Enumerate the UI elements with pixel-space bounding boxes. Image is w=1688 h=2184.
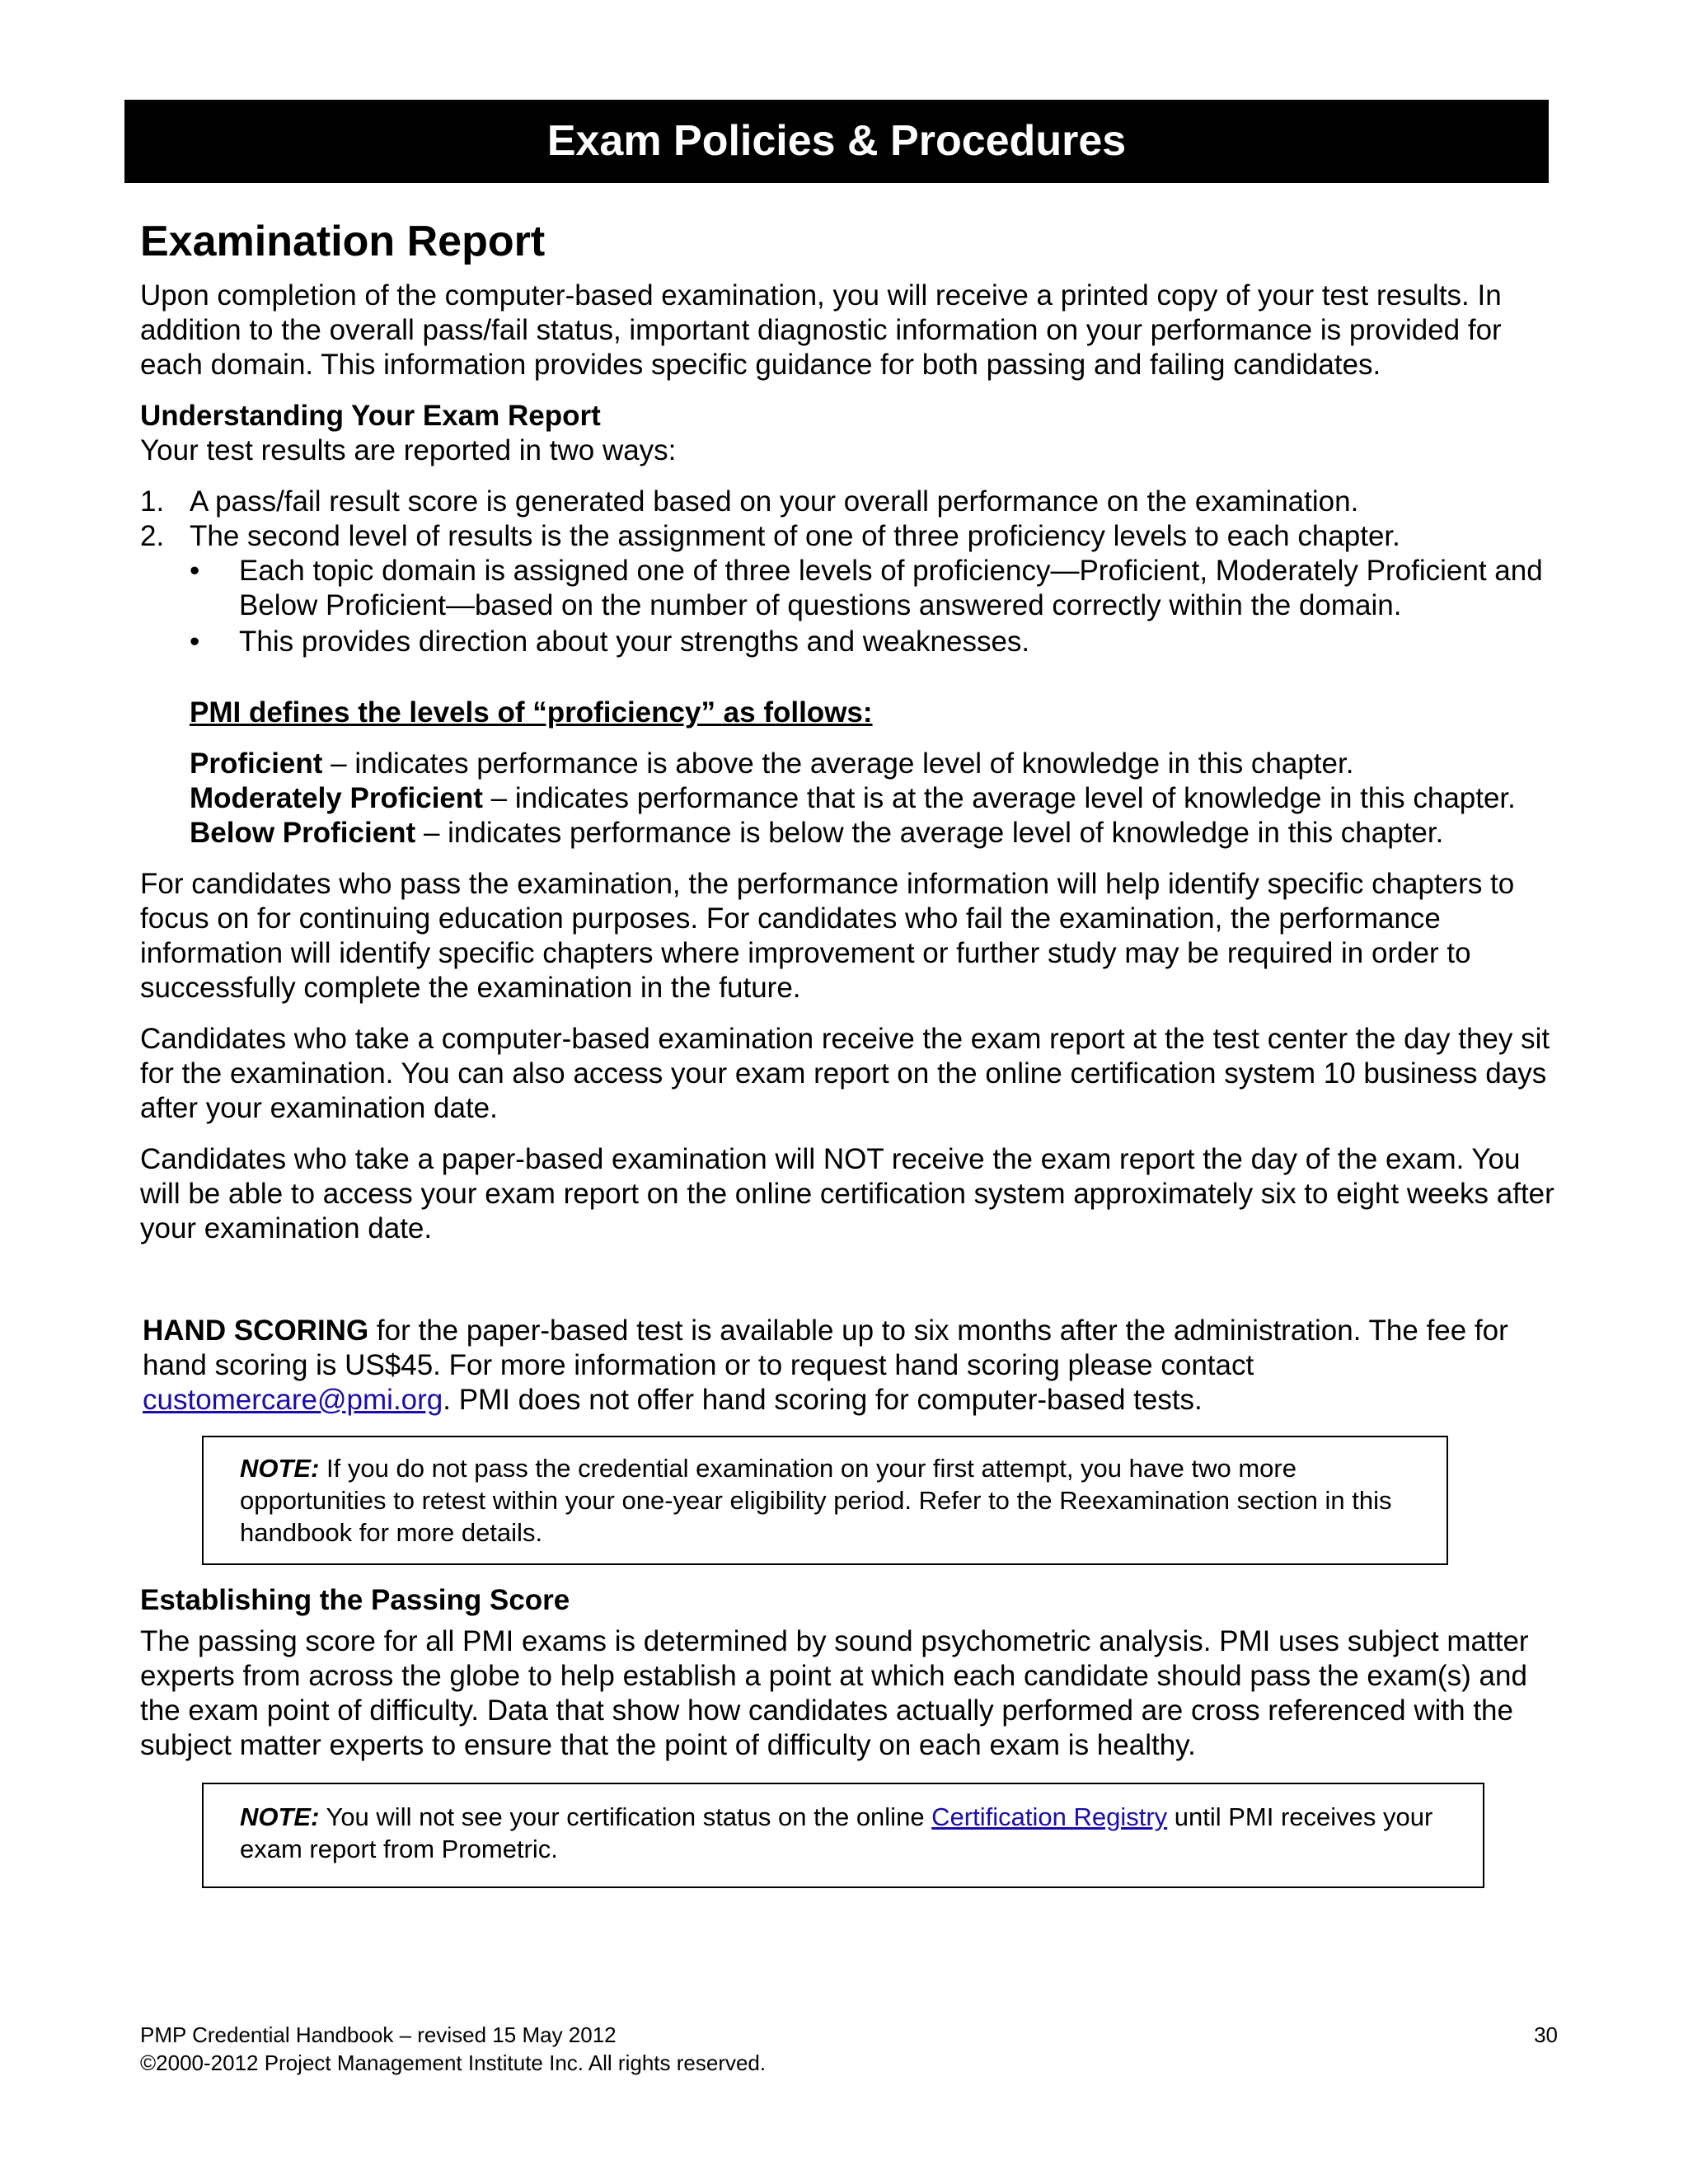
level-term: Proficient bbox=[190, 748, 323, 780]
bullet-icon: • bbox=[190, 555, 200, 587]
hand-scoring-text: for the paper-based test is available up to six months after the administration. The fee for hand scoring is US$45. For more information or to request hand scoring please contact bbox=[143, 1315, 1508, 1381]
bullet-item bbox=[190, 625, 1558, 659]
hand-scoring-text-end: . PMI does not offer hand scoring for computer-based tests. bbox=[443, 1384, 1203, 1416]
level-definition bbox=[190, 747, 1558, 781]
level-desc: – indicates performance is below the average level of knowledge in this chapter. bbox=[415, 817, 1444, 849]
page-footer bbox=[140, 2021, 1558, 2077]
registry-note-box bbox=[202, 1783, 1484, 1888]
footer-copyright: ©2000-2012 Project Management Institute Inc. All rights reserved. bbox=[140, 2050, 767, 2075]
bullet-text: This provides direction about your strengths and weaknesses. bbox=[239, 626, 1030, 658]
level-term: Below Proficient bbox=[190, 817, 416, 849]
numbered-list bbox=[140, 485, 1558, 554]
levels-heading: PMI defines the levels of “proficiency” as follows: bbox=[190, 696, 873, 729]
level-desc: – indicates performance that is at the average level of knowledge in this chapter. bbox=[482, 782, 1516, 814]
level-definition bbox=[190, 816, 1558, 851]
page-banner bbox=[124, 100, 1549, 183]
bullet-item bbox=[190, 554, 1558, 623]
proficiency-definitions bbox=[140, 696, 1558, 851]
understanding-text: Your test results are reported in two ways: bbox=[140, 434, 677, 466]
level-term: Moderately Proficient bbox=[190, 782, 483, 814]
understanding-heading: Understanding Your Exam Report bbox=[140, 400, 601, 432]
list-item-text: The second level of results is the assignment of one of three proficiency levels to each chapter. bbox=[190, 520, 1400, 552]
list-number: 2. bbox=[140, 520, 165, 552]
page-number: 30 bbox=[1534, 2022, 1558, 2047]
certification-registry-link[interactable]: Certification Registry bbox=[931, 1802, 1168, 1831]
retest-note-box bbox=[202, 1436, 1448, 1565]
pass-paragraph: For candidates who pass the examination, the performance information will help identify specific chapters to focus on for continuing education purposes. For candidates who fail the examination, the performance information will identify specific chapters where improvement or further study may be required in order to successfully complete the examination in the future. bbox=[140, 868, 1515, 1004]
note-text: You will not see your certification status on the online bbox=[319, 1802, 932, 1831]
bullet-list bbox=[140, 554, 1558, 659]
bullet-icon: • bbox=[190, 626, 200, 658]
passing-score-heading: Establishing the Passing Score bbox=[140, 1584, 570, 1616]
level-definition bbox=[190, 781, 1558, 816]
main-content bbox=[140, 216, 1558, 1888]
section-title: Examination Report bbox=[140, 218, 546, 265]
note-text: If you do not pass the credential examination on your first attempt, you have two more opportunities to retest within your one-year eligibility period. Refer to the Reexamination section in this handbook for more details. bbox=[240, 1454, 1392, 1547]
note-label: NOTE: bbox=[240, 1454, 320, 1483]
intro-paragraph: Upon completion of the computer-based examination, you will receive a printed copy of your test results. In addition to the overall pass/fail status, important diagnostic information on your performance is provided for each domain. This information provides specific guidance for both passing and failing candidates. bbox=[140, 279, 1502, 381]
list-number: 1. bbox=[140, 485, 165, 518]
list-item bbox=[140, 519, 1558, 554]
list-item bbox=[140, 485, 1558, 519]
pbt-paragraph: Candidates who take a paper-based examination will NOT receive the exam report the day of the exam. You will be able to access your exam report on the online certification system approximately six to eight weeks after your examination date. bbox=[140, 1143, 1554, 1244]
passing-score-paragraph: The passing score for all PMI exams is determined by sound psychometric analysis. PMI uses subject matter experts from across the globe to help establish a point at which each candidate should pass the exam(s) and the exam point of difficulty. Data that show how candidates actually performed are cross referenced with the subject matter experts to ensure that the point of difficulty on each exam is healthy. bbox=[140, 1625, 1529, 1761]
cbt-paragraph: Candidates who take a computer-based examination receive the exam report at the test center the day they sit for the examination. You can also access your exam report on the online certification system 10 business days after your examination date. bbox=[140, 1023, 1550, 1124]
list-item-text: A pass/fail result score is generated based on your overall performance on the examination. bbox=[190, 485, 1359, 518]
bullet-text: Each topic domain is assigned one of three levels of proficiency—Proficient, Moderately Proficient and Below Proficient—based on the number of questions answered correctly within the domain. bbox=[239, 555, 1543, 621]
banner-title: Exam Policies & Procedures bbox=[546, 117, 1127, 165]
note-text-end: until PMI receives your exam report from Prometric. bbox=[240, 1802, 1433, 1863]
hand-scoring-paragraph bbox=[140, 1314, 1558, 1418]
level-desc: – indicates performance is above the average level of knowledge in this chapter. bbox=[322, 748, 1354, 780]
customercare-email-link[interactable]: customercare@pmi.org bbox=[143, 1384, 443, 1416]
footer-handbook-line: PMP Credential Handbook – revised 15 May 2012 bbox=[140, 2022, 617, 2047]
note-label: NOTE: bbox=[240, 1802, 320, 1831]
hand-scoring-lead: HAND SCORING bbox=[143, 1315, 369, 1347]
